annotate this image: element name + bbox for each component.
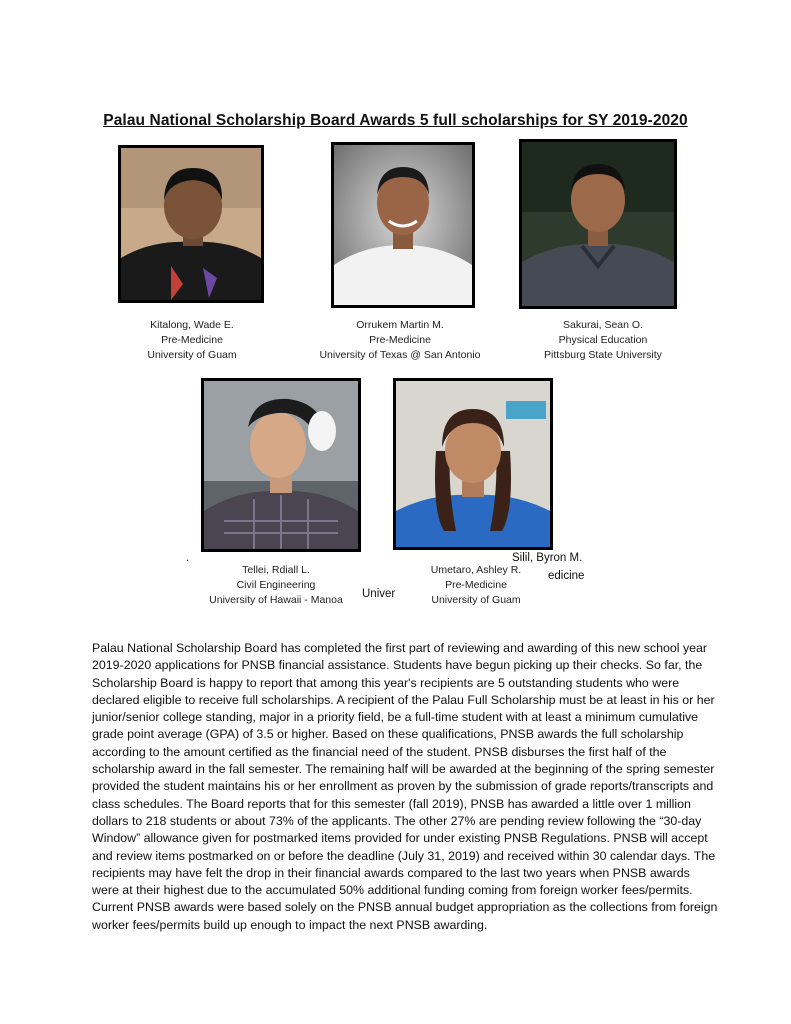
recipient-caption-3 (503, 318, 703, 363)
recipient-name: Tellei, Rdiall L. (242, 564, 310, 576)
recipient-school: Pittsburg State University (544, 349, 662, 361)
recipient-school: University of Texas @ San Antonio (319, 349, 481, 361)
article-body: Palau National Scholarship Board has completed the first part of reviewing and awarding of this new school year 2019-2020 applications for PNSB financial assistance. Students have begun picking up their checks. So far, the Scholarship Board is happy to report that among this year's recipients are 5 outstanding students who were declared eligible to receive full scholarships. A recipient of the Palau Full Scholarship must be at least in his or her junior/senior college standing, major in a priority field, be a full-time student with at least a minimum cumulative grade point average (GPA) of 3.5 or higher. Based on these qualifications, PNSB awards the full scholarship according to the amount certified as the financial need of the student. PNSB disburses the first half of the scholarship award in the fall semester. The remaining half will be awarded at the beginning of the spring semester provided the student maintains his or her enrollment as proven by the submission of grade reports/transcripts and class schedules. The Board reports that for this semester (fall 2019), PNSB has awarded a little over 1 million dollars to 218 students or about 73% of the applicants. The other 27% are pending review following the “30-day Window” allowance given for postmarked items provided for under existing PNSB Regulations. PNSB will accept and review items postmarked on or before the deadline (July 31, 2019) and received within 30 calendar days. The recipients may have felt the drop in their financial awards compared to the last two years when PNSB awards were at their highest due to the accumulated 50% additional funding coming from foreign worker fees/permits. Current PNSB awards were based solely on the PNSB annual budget appropriation as the collections from foreign worker fees/permits build up enough to impact the next PNSB awarding. (92, 641, 718, 932)
recipient-major: Physical Education (558, 334, 648, 346)
recipient-photo-1 (118, 145, 264, 303)
recipient-major: Pre-Medicine (369, 334, 431, 346)
recipient-major: Civil Engineering (236, 579, 316, 591)
stray-major-fragment: edicine (548, 570, 585, 582)
recipient-photo-4 (201, 378, 361, 552)
recipient-caption-1 (92, 318, 292, 363)
recipient-photo-3 (519, 139, 677, 309)
recipient-photo-2 (331, 142, 475, 308)
recipient-name: Orrukem Martin M. (356, 319, 444, 331)
page-title: Palau National Scholarship Board Awards 5 full scholarships for SY 2019-2020 (103, 112, 688, 129)
recipient-caption-2 (300, 318, 500, 363)
stray-dot: . (186, 552, 190, 564)
recipient-name: Sakurai, Sean O. (563, 319, 643, 331)
recipient-school: University of Guam (147, 349, 237, 361)
stray-name-fragment: Silil, Byron M. (512, 552, 583, 564)
stray-school-fragment: Univer (362, 588, 396, 600)
recipient-school: University of Hawaii - Manoa (209, 594, 343, 606)
recipient-caption-5 (376, 563, 576, 608)
recipient-caption-4 (176, 563, 376, 608)
recipient-photo-5 (393, 378, 553, 550)
recipient-major: Pre-Medicine (161, 334, 223, 346)
recipient-name: Umetaro, Ashley R. (430, 564, 522, 576)
recipient-major: Pre-Medicine (445, 579, 507, 591)
recipient-school: University of Guam (431, 594, 521, 606)
recipient-name: Kitalong, Wade E. (150, 319, 234, 331)
